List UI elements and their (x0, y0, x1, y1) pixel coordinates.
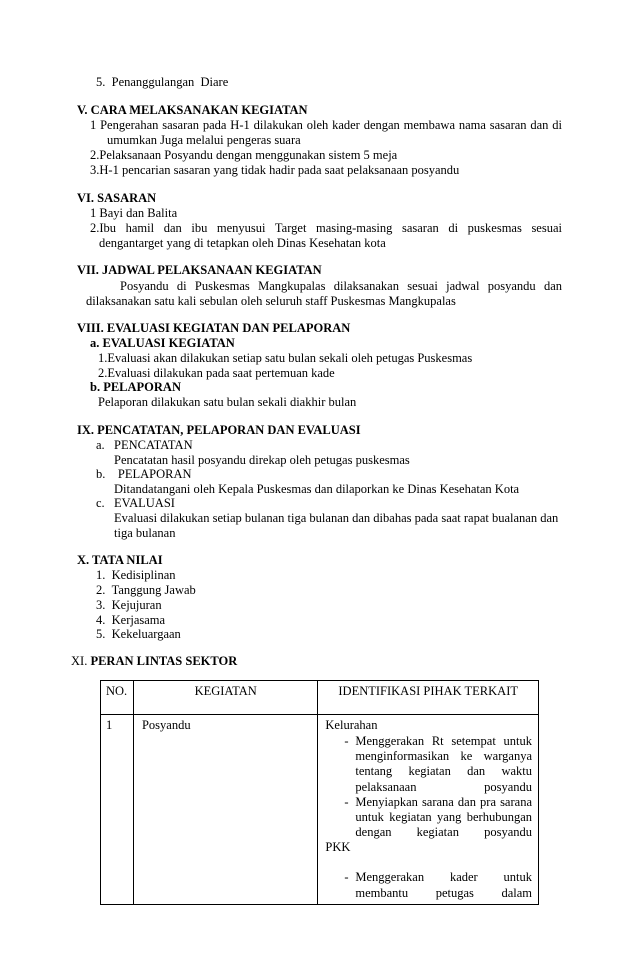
table-header-row (101, 681, 539, 715)
dash-bullet: - (344, 734, 349, 748)
paragraph-line: umumkan Juga melalui pengeras suara (107, 133, 301, 147)
list-item-text: Menggerakan Rt setempat untuk menginformasikan ke warganya tentang kegiatan dan waktu pelaksanaan posyandu (355, 734, 532, 794)
subsection-heading: a. EVALUASI KEGIATAN (90, 336, 235, 350)
table-cell-kegiatan: Posyandu (133, 715, 317, 905)
paragraph-line: 2.Ibu hamil dan ibu menyusui Target masing-masing sasaran di puskesmas sesuai (90, 221, 562, 235)
section-heading: IX. PENCATATAN, PELAPORAN DAN EVALUASI (77, 423, 361, 437)
section-title: PERAN LINTAS SEKTOR (90, 654, 238, 668)
paragraph-line: Pelaporan dilakukan satu bulan sekali diakhir bulan (98, 395, 357, 409)
section-number: XI. (71, 654, 88, 668)
list-item: 3. Kejujuran (96, 598, 162, 612)
list-item: 5. Kekeluargaan (96, 627, 181, 641)
peran-lintas-sektor-table (100, 680, 539, 905)
paragraph-line: dilaksanakan satu kali sebulan oleh seluruh staff Puskesmas Mangkupalas (86, 294, 456, 308)
section-heading: VI. SASARAN (77, 191, 157, 205)
list-item: 4. Kerjasama (96, 613, 166, 627)
paragraph-line: dengantarget yang di tetapkan oleh Dinas Kesehatan kota (99, 236, 386, 250)
column-header: IDENTIFIKASI PIHAK TERKAIT (318, 681, 539, 715)
paragraph-line: 3.H-1 pencarian sasaran yang tidak hadir pada saat pelaksanaan posyandu (90, 163, 460, 177)
list-item: 2. Tanggung Jawab (96, 583, 196, 597)
paragraph-line: Pencatatan hasil posyandu direkap oleh petugas puskesmas (114, 453, 410, 467)
paragraph-line: Ditandatangani oleh Kepala Puskesmas dan dilaporkan ke Dinas Kesehatan Kota (114, 482, 520, 496)
list-item (325, 734, 538, 795)
group-label: Kelurahan (325, 718, 378, 732)
paragraph-line: 2.Evaluasi dilakukan pada saat pertemuan kade (98, 366, 335, 380)
paragraph-line: 2.Pelaksanaan Posyandu dengan menggunakan sistem 5 meja (90, 148, 398, 162)
column-header: KEGIATAN (133, 681, 317, 715)
subsection-heading: b. PELAPORAN (96, 467, 192, 481)
subsection-heading: a. PENCATATAN (96, 438, 193, 452)
table-cell-identifikasi (318, 715, 539, 905)
paragraph-line: 1.Evaluasi akan dilakukan setiap satu bulan sekali oleh petugas Puskesmas (98, 351, 473, 365)
column-header: NO. (101, 681, 134, 715)
list-item (325, 870, 538, 900)
section-heading (71, 654, 237, 669)
section-heading: VII. JADWAL PELAKSANAAN KEGIATAN (77, 263, 322, 277)
table-cell-no: 1 (101, 715, 134, 905)
list-item: 1. Kedisiplinan (96, 568, 176, 582)
subsection-heading: b. PELAPORAN (90, 380, 181, 394)
paragraph-line: Evaluasi dilakukan setiap bulanan tiga bulanan dan dibahas pada saat rapat bualanan dan (114, 511, 559, 525)
paragraph-line: tiga bulanan (114, 526, 176, 540)
dash-bullet: - (344, 794, 349, 809)
section-heading: V. CARA MELAKSANAKAN KEGIATAN (77, 103, 308, 117)
paragraph-line: 1 Pengerahan sasaran pada H-1 dilakukan oleh kader dengan membawa nama sasaran dan di (90, 118, 562, 132)
list-item: 5. Penanggulangan Diare (96, 75, 229, 89)
section-heading: X. TATA NILAI (77, 553, 163, 567)
section-heading: VIII. EVALUASI KEGIATAN DAN PELAPORAN (77, 321, 351, 335)
paragraph-line: Posyandu di Puskesmas Mangkupalas dilaksanakan sesuai jadwal posyandu dan (120, 279, 562, 293)
table-row (101, 715, 539, 905)
dash-bullet: - (344, 870, 349, 885)
list-item-text: Menyiapkan sarana dan pra sarana untuk kegiatan yang berhubungan dengan kegiatan posyandu (355, 794, 532, 840)
subsection-heading: c. EVALUASI (96, 496, 175, 510)
list-item (325, 795, 538, 841)
paragraph-line: 1 Bayi dan Balita (90, 206, 178, 220)
group-label: PKK (325, 840, 351, 855)
list-item-text: Menggerakan kader untuk membantu petugas dalam (355, 870, 532, 900)
